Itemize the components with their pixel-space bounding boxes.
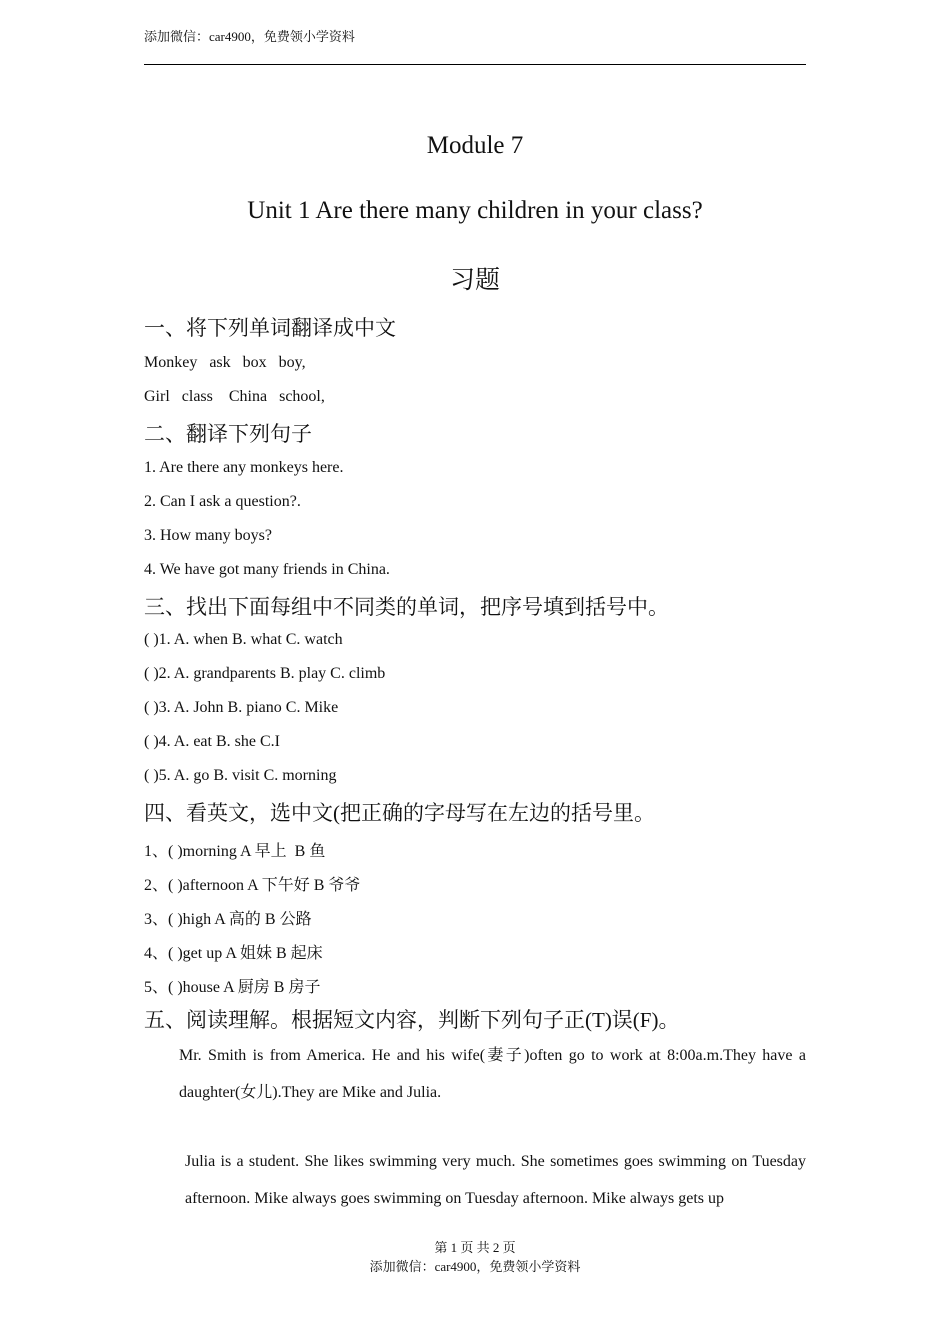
reading-paragraph-2 <box>144 1143 806 1217</box>
section-1-heading: 一、将下列单词翻译成中文 <box>144 316 396 340</box>
section-2-line: 4. We have got many friends in China. <box>144 561 390 578</box>
section-2-heading: 二、翻译下列句子 <box>144 422 312 446</box>
section-3-heading: 三、找出下面每组中不同类的单词，把序号填到括号中。 <box>144 595 669 619</box>
section-3-line: ( )2. A. grandparents B. play C. climb <box>144 665 386 682</box>
exercise-title: 习题 <box>449 267 500 294</box>
section-1-line: Monkey ask box boy, <box>144 354 306 371</box>
section-3-line: ( )1. A. when B. what C. watch <box>144 631 343 648</box>
section-4-heading: 四、看英文，选中文(把正确的字母写在左边的括号里。 <box>144 801 655 825</box>
header-text: 添加微信：car4900，免费领小学资料 <box>144 29 355 44</box>
module-title: Module 7 <box>426 132 524 159</box>
unit-title: Unit 1 Are there many children in your class? <box>247 197 703 224</box>
section-3-line: ( )5. A. go B. visit C. morning <box>144 767 337 784</box>
section-2-line: 2. Can I ask a question?. <box>144 493 301 510</box>
section-3-line: ( )4. A. eat B. she C.I <box>144 733 280 750</box>
section-4-line: 2、( )afternoon A 下午好 B 爷爷 <box>144 877 361 894</box>
header-divider <box>144 64 806 65</box>
section-1-line: Girl class China school, <box>144 388 325 405</box>
section-3-line: ( )3. A. John B. piano C. Mike <box>144 699 339 716</box>
reading-paragraph-1-text: Mr. Smith is from America. He and his wife(妻子)often go to work at 8:00a.m.They have a daughter(女儿).They are Mike and Julia. <box>179 1047 806 1101</box>
section-2-line: 3. How many boys? <box>144 527 272 544</box>
section-2-line: 1. Are there any monkeys here. <box>144 459 344 476</box>
section-4-line: 1、( )morning A 早上 B 鱼 <box>144 843 326 860</box>
section-5-heading: 五、阅读理解。根据短文内容，判断下列句子正(T)误(F)。 <box>144 1008 680 1032</box>
page-number: 第 1 页 共 2 页 <box>434 1240 516 1255</box>
reading-paragraph-2-text: Julia is a student. She likes swimming very much. She sometimes goes swimming on Tuesday afternoon. Mike always goes swimming on Tuesday afternoon. Mike always gets up <box>185 1153 806 1207</box>
section-4-line: 5、( )house A 厨房 B 房子 <box>144 979 321 996</box>
section-4-line: 4、( )get up A 姐妹 B 起床 <box>144 945 323 962</box>
section-4-line: 3、( )high A 高的 B 公路 <box>144 911 312 928</box>
reading-paragraph-1 <box>144 1037 806 1111</box>
footer-text: 添加微信：car4900，免费领小学资料 <box>369 1259 581 1274</box>
